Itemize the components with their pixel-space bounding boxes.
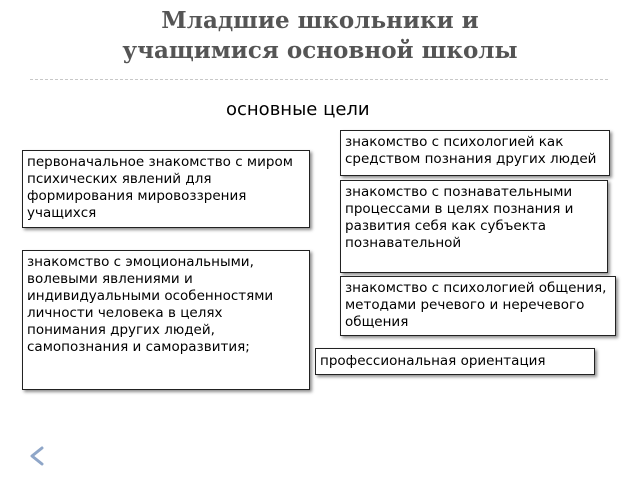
slide-title-line-1: Младшие школьники и: [161, 7, 479, 34]
slide-title-line-2: учащимися основной школы: [122, 37, 518, 64]
title-divider: [30, 79, 608, 80]
goal-box-right-2: знакомство с познавательными процессами в целях познания и развития себя как субъекта познавательной: [340, 180, 608, 273]
goal-box-left-2: знакомство с эмоциональными, волевыми явлениями и индивидуальными особенностями личности человека в целях понимания других людей, самопознания и саморазвития;: [22, 250, 310, 390]
goal-box-right-1: знакомство с психологией как средством познания других людей: [340, 130, 610, 176]
slide-title: [0, 6, 640, 66]
slide-subtitle: основные цели: [226, 99, 370, 120]
goal-box-right-3: знакомство с психологией общения, методами речевого и неречевого общения: [340, 276, 616, 336]
goal-box-left-1: первоначальное знакомство с миром психических явлений для формирования мировоззрения учащихся: [22, 150, 310, 228]
goal-box-right-4: профессиональная ориентация: [315, 348, 595, 375]
slide-nav-icon[interactable]: [28, 446, 46, 466]
